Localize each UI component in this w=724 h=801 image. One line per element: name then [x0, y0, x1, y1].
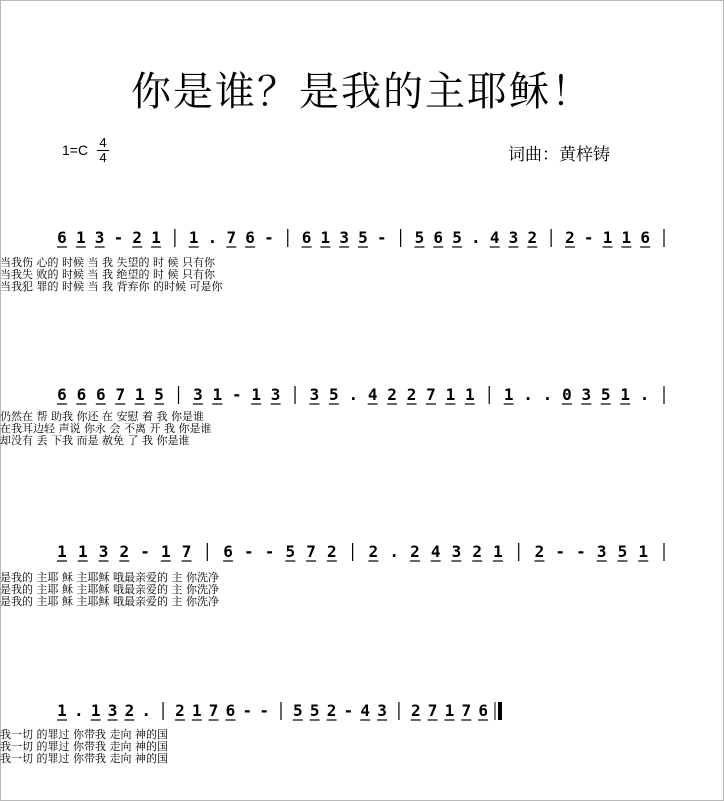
lyric-line: 在我耳边轻 声说 你永 会 不离 开 我 你是谁	[0, 422, 212, 435]
song-title: 你是谁？是我的主耶稣！	[131, 69, 593, 115]
jianpu-note: 5	[617, 542, 628, 561]
jianpu-note: 4	[367, 385, 378, 404]
jianpu-note: 1	[212, 385, 223, 404]
jianpu-note: 7	[226, 228, 237, 247]
augmentation-dot: .	[639, 385, 650, 404]
jianpu-note: 7	[427, 701, 438, 720]
dash-extension: -	[264, 542, 275, 561]
jianpu-note: 4	[360, 701, 371, 720]
jianpu-note: 5	[154, 385, 164, 404]
jianpu-note: 6	[301, 228, 312, 247]
jianpu-note: 7	[426, 385, 436, 404]
lyric-line: 我一切 的罪过 你带我 走向 神的国	[0, 728, 168, 741]
jianpu-note: 5	[309, 701, 320, 720]
jianpu-note: 3	[451, 542, 462, 561]
jianpu-note: 1	[638, 542, 649, 561]
key-signature: 1=C	[62, 142, 89, 158]
jianpu-note: 2	[327, 542, 337, 561]
jianpu-note: 2	[326, 701, 337, 720]
jianpu-note: 1	[320, 228, 331, 247]
dash-extension: -	[259, 701, 269, 720]
augmentation-dot: .	[141, 701, 152, 720]
jianpu-note: 2	[472, 542, 482, 561]
lyric-line: 我一切 的罪过 你带我 走向 神的国	[0, 740, 168, 753]
dash-extension: -	[242, 701, 253, 720]
jianpu-note: 1	[503, 385, 514, 404]
augmentation-dot: .	[207, 228, 218, 247]
jianpu-note: 1	[75, 228, 86, 247]
jianpu-note: 6	[57, 228, 67, 247]
lyricist-composer-credit: 词曲：黄梓铸	[508, 145, 610, 165]
jianpu-note: 1	[188, 228, 199, 247]
lyric-line: 是我的 主耶 稣 主耶稣 哦最亲爱的 主 你洗净	[0, 595, 219, 608]
lyric-line: 当我失 败的 时候 当 我 绝望的 时 候 只有你	[0, 268, 215, 281]
lyric-line: 是我的 主耶 稣 主耶稣 哦最亲爱的 主 你洗净	[0, 583, 219, 596]
jianpu-note: 1	[191, 701, 202, 720]
jianpu-note: 6	[433, 228, 444, 247]
jianpu-note: 4	[489, 228, 500, 247]
jianpu-note: 1	[602, 228, 613, 247]
jianpu-note: 3	[193, 385, 203, 404]
jianpu-note: 2	[534, 542, 545, 561]
score-system	[0, 385, 664, 447]
jianpu-note: 1	[134, 385, 145, 404]
jianpu-note: 6	[245, 228, 255, 247]
lyric-line: 是我的 主耶 稣 主耶稣 哦最亲爱的 主 你洗净	[0, 571, 219, 584]
jianpu-note: 5	[414, 228, 425, 247]
dash-extension: -	[576, 542, 586, 561]
jianpu-note: 3	[339, 228, 350, 247]
jianpu-note: 6	[225, 701, 236, 720]
augmentation-dot: .	[523, 385, 533, 404]
jianpu-note: 2	[410, 701, 421, 720]
jianpu-note: 1	[493, 542, 503, 561]
jianpu-note: 1	[445, 385, 456, 404]
augmentation-dot: .	[389, 542, 399, 561]
jianpu-note: 6	[478, 701, 488, 720]
jianpu-note: 6	[640, 228, 651, 247]
jianpu-note: 3	[270, 385, 281, 404]
lyric-line: 我一切 的罪过 你带我 走向 神的国	[0, 752, 168, 765]
lyric-line: 仍然在 帮 助我 你还 在 安慰 着 我 你是谁	[0, 410, 204, 423]
jianpu-note: 5	[358, 228, 368, 247]
jianpu-note: 7	[461, 701, 472, 720]
jianpu-note: 2	[565, 228, 575, 247]
jianpu-note: 3	[377, 701, 387, 720]
jianpu-note: 0	[562, 385, 572, 404]
augmentation-dot: .	[348, 385, 359, 404]
dash-extension: -	[231, 385, 242, 404]
score-system	[0, 542, 664, 608]
jianpu-note: 7	[115, 385, 126, 404]
jianpu-note: 5	[329, 385, 339, 404]
dash-extension: -	[376, 228, 387, 247]
dash-extension: -	[583, 228, 594, 247]
time-signature-bottom: 4	[97, 150, 109, 165]
jianpu-note: 3	[309, 385, 320, 404]
augmentation-dot: .	[542, 385, 553, 404]
jianpu-note: 1	[90, 701, 101, 720]
jianpu-note: 2	[132, 228, 143, 247]
jianpu-note: 1	[77, 542, 88, 561]
jianpu-note: 7	[306, 542, 316, 561]
jianpu-note: 1	[444, 701, 455, 720]
jianpu-note: 4	[430, 542, 441, 561]
dash-extension: -	[244, 542, 254, 561]
jianpu-note: 1	[620, 385, 630, 404]
jianpu-note: 2	[119, 542, 130, 561]
jianpu-note: 1	[464, 385, 475, 404]
jianpu-note: 3	[94, 228, 105, 247]
dash-extension: -	[555, 542, 566, 561]
jianpu-note: 1	[151, 228, 161, 247]
jianpu-note: 1	[57, 542, 67, 561]
jianpu-note: 5	[293, 701, 303, 720]
lyric-line: 当我伤 心的 时候 当 我 失望的 时 候 只有你	[0, 256, 215, 269]
jianpu-note: 5	[285, 542, 296, 561]
jianpu-note: 3	[107, 701, 118, 720]
augmentation-dot: .	[471, 228, 481, 247]
lyric-line: 当我犯 罪的 时候 当 我 背弃你 的时候 可是你	[0, 280, 223, 293]
jianpu-note: 1	[251, 385, 262, 404]
dash-extension: -	[113, 228, 124, 247]
jianpu-note: 2	[124, 701, 135, 720]
jianpu-note: 2	[410, 542, 420, 561]
jianpu-note: 6	[96, 385, 106, 404]
jianpu-note: 6	[76, 385, 87, 404]
jianpu-note: 1	[621, 228, 632, 247]
jianpu-note: 1	[160, 542, 171, 561]
time-signature-top: 4	[99, 135, 107, 150]
jianpu-note: 3	[581, 385, 592, 404]
jianpu-note: 3	[508, 228, 519, 247]
jianpu-note: 5	[452, 228, 462, 247]
dash-extension: -	[264, 228, 274, 247]
jianpu-note: 7	[181, 542, 192, 561]
jianpu-note: 2	[175, 701, 185, 720]
jianpu-note: 2	[527, 228, 538, 247]
jianpu-note: 2	[368, 542, 379, 561]
jianpu-note: 2	[387, 385, 397, 404]
jianpu-note: 1	[57, 701, 67, 720]
score-system	[0, 701, 500, 765]
jianpu-note: 3	[596, 542, 607, 561]
jianpu-note: 6	[57, 385, 67, 404]
augmentation-dot: .	[74, 701, 84, 720]
jianpu-note: 2	[406, 385, 417, 404]
jianpu-note: 7	[208, 701, 219, 720]
jianpu-note: 3	[98, 542, 109, 561]
jianpu-note: 5	[600, 385, 611, 404]
score-system	[0, 228, 664, 293]
dash-extension: -	[343, 701, 354, 720]
jianpu-note: 6	[223, 542, 233, 561]
dash-extension: -	[140, 542, 150, 561]
lyric-line: 却没有 丢 下我 而是 赦免 了 我 你是谁	[0, 434, 190, 447]
